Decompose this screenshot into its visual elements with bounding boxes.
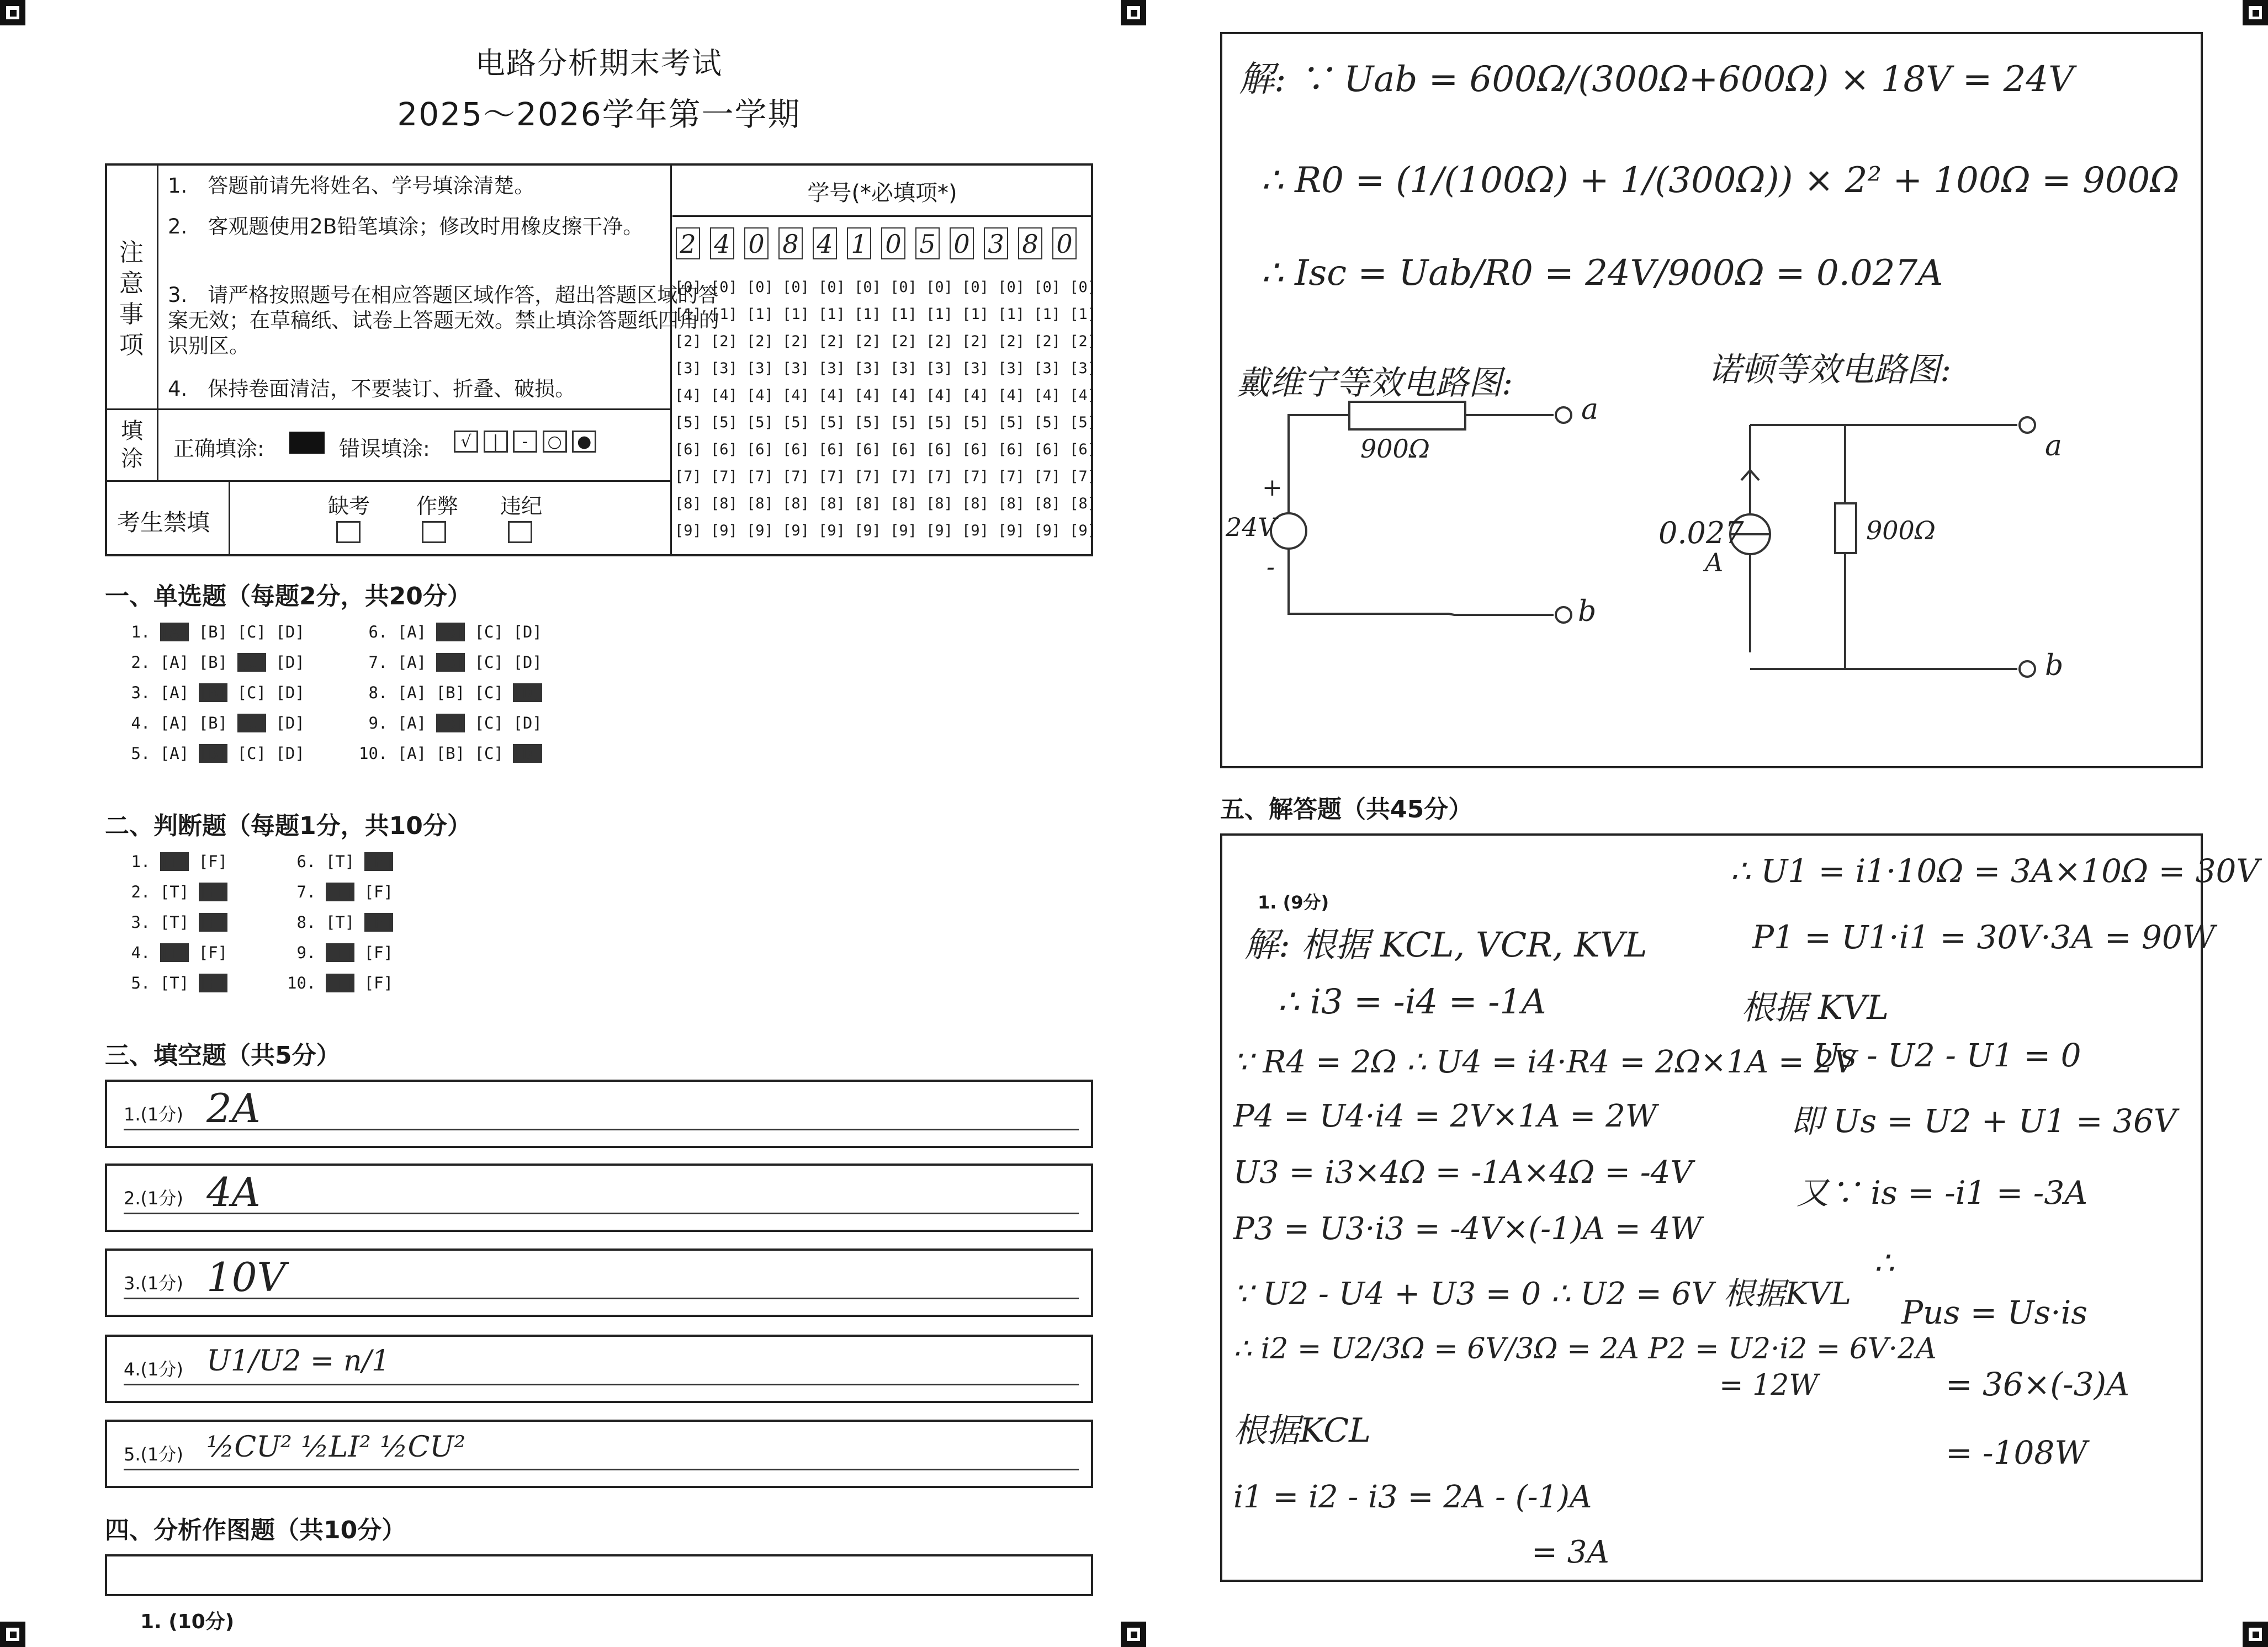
notice-label: 注意事项 <box>119 238 144 359</box>
question-number: 8. <box>287 913 326 932</box>
solution-left-line[interactable]: = 3A <box>1532 1534 1609 1570</box>
answer-bubble[interactable]: [A] <box>160 714 189 732</box>
section-analysis-title: 四、分析作图题（共10分） <box>105 1516 406 1544</box>
answer-bubble[interactable]: [F] <box>198 883 228 901</box>
question-number: 4. <box>121 943 160 962</box>
fill-blank-row <box>105 1420 1093 1488</box>
answer-bubble[interactable]: [T] <box>325 943 355 962</box>
solution-right-line[interactable]: = 36×(-3)A <box>1946 1366 2130 1403</box>
answer-bubble[interactable]: [D] <box>275 714 305 732</box>
fill-blank-row <box>105 1335 1093 1403</box>
answer-bubble[interactable]: [D] <box>513 653 542 672</box>
id-digit[interactable]: 4 <box>813 227 837 259</box>
solution-left-line[interactable]: U3 = i3×4Ω = -1A×4Ω = -4V <box>1233 1155 1693 1191</box>
question-row <box>121 623 305 641</box>
solution-left-line[interactable]: ∵ R4 = 2Ω ∴ U4 = i4·R4 = 2Ω×1A = 2V <box>1233 1044 1856 1080</box>
solution-left-line[interactable]: P4 = U4·i4 = 2V×1A = 2W <box>1233 1098 1657 1134</box>
ban-cheat-checkbox[interactable] <box>422 521 446 543</box>
id-bubble-row[interactable]: [8] [8] [8] [8] [8] [8] [8] [8] [8] [8] [8] [8] <box>675 495 1097 512</box>
answer-bubble[interactable]: [B] <box>436 623 465 641</box>
thevenin-terminal-a <box>1556 407 1571 423</box>
id-bubble-row[interactable]: [0] [0] [0] [0] [0] [0] [0] [0] [0] [0] [0] [0] <box>675 279 1097 296</box>
id-digit[interactable]: 5 <box>915 227 940 259</box>
answer-bubble[interactable]: [B] <box>198 714 228 732</box>
answer-bubble[interactable]: [D] <box>275 683 305 702</box>
answer-bubble[interactable]: [D] <box>513 623 542 641</box>
thevenin-b-label: b <box>1578 595 1597 628</box>
question-number: 2. <box>121 653 160 672</box>
answer-bubble[interactable]: [T] <box>160 943 189 962</box>
section-single-choice-title: 一、单选题（每题2分，共20分） <box>105 582 471 610</box>
answer-bubble[interactable]: [F] <box>198 974 228 992</box>
answer-bubble[interactable]: [C] <box>237 653 266 672</box>
answer-bubble[interactable]: [A] <box>160 683 189 702</box>
ban-absent-checkbox[interactable] <box>336 521 361 543</box>
answer-bubble[interactable]: [T] <box>325 913 355 932</box>
solution-right-line[interactable]: 根据 KVL <box>1741 989 1889 1027</box>
solution-right-line[interactable]: ∴ <box>1874 1244 1894 1282</box>
answer-bubble[interactable]: [D] <box>275 653 305 672</box>
answer-bubble[interactable]: [T] <box>160 974 189 992</box>
answer-bubble[interactable]: [A] <box>397 623 427 641</box>
section-true-false-title: 二、判断题（每题1分，共10分） <box>105 812 471 840</box>
ban-discipline-checkbox[interactable] <box>508 521 532 543</box>
fill-blank-row <box>105 1080 1093 1148</box>
answer-bubble[interactable]: [D] <box>513 683 542 702</box>
fill-label: 填涂 <box>121 418 143 471</box>
question-row <box>121 883 227 901</box>
id-bubble-row[interactable]: [7] [7] [7] [7] [7] [7] [7] [7] [7] [7] [7] [7] <box>675 468 1097 485</box>
norton-source-label: 0.027 <box>1658 516 1744 550</box>
answer-bubble[interactable]: [C] <box>237 623 266 641</box>
corner-marker <box>0 1622 25 1647</box>
id-digit[interactable]: 1 <box>847 227 871 259</box>
answer-bubble[interactable]: [F] <box>364 943 394 962</box>
question-number: 7. <box>359 653 398 672</box>
answer-bubble[interactable]: [F] <box>364 852 394 871</box>
norton-a-label: a <box>2045 429 2063 463</box>
fill-blank-answer[interactable]: 10V <box>206 1254 286 1300</box>
answer-bubble[interactable]: [B] <box>436 714 465 732</box>
answer-bubble[interactable]: [B] <box>198 683 228 702</box>
fill-blank-row <box>105 1248 1093 1317</box>
answer-bubble[interactable]: [C] <box>474 714 504 732</box>
id-bubble-row[interactable]: [3] [3] [3] [3] [3] [3] [3] [3] [3] [3] [3] [3] <box>675 360 1097 377</box>
answer-bubble[interactable]: [A] <box>160 744 189 763</box>
question-number: 7. <box>287 883 326 901</box>
norton-title: 诺顿等效电路图: <box>1708 350 1952 389</box>
section-fill-blank-title: 三、填空题（共5分） <box>105 1042 341 1070</box>
solution-right-line[interactable]: P1 = U1·i1 = 30V·3A = 90W <box>1752 918 2216 956</box>
id-bubble-row[interactable]: [9] [9] [9] [9] [9] [9] [9] [9] [9] [9] [9] [9] <box>675 522 1097 539</box>
answer-bubble[interactable]: [A] <box>397 744 427 763</box>
solution-left-line[interactable]: 解: 根据 KCL, VCR, KVL <box>1244 925 1647 965</box>
exam-title: 电路分析期末考试 <box>475 46 723 81</box>
ban-discipline-label: 违纪 <box>500 494 543 518</box>
norton-b-label: b <box>2045 649 2064 682</box>
norton-terminal-a <box>2020 417 2035 433</box>
question-row <box>359 744 542 763</box>
question-row <box>121 852 227 871</box>
header-table <box>105 163 1097 556</box>
thevenin-resistor <box>1349 402 1465 429</box>
answer-bubble[interactable]: [T] <box>325 883 355 901</box>
question-number: 3. <box>121 913 160 932</box>
thevenin-resistor-label: 900Ω <box>1360 434 1430 464</box>
id-bubble-row[interactable]: [4] [4] [4] [4] [4] [4] [4] [4] [4] [4] [4] [4] <box>675 387 1097 404</box>
answer-bubble[interactable]: [F] <box>364 913 394 932</box>
question-row <box>121 714 305 732</box>
answer-bubble[interactable]: [A] <box>160 623 189 641</box>
answer-bubble[interactable]: [A] <box>160 653 189 672</box>
answer-bubble[interactable]: [D] <box>275 744 305 763</box>
question-row <box>121 913 227 932</box>
analysis-line[interactable]: 解: ∵ Uab = 600Ω/(300Ω+600Ω) × 18V = 24V <box>1239 59 2074 100</box>
question-row <box>121 974 227 992</box>
section-solution-title: 五、解答题（共45分） <box>1220 795 1473 824</box>
fill-blank-label: 5.(1分) <box>124 1444 183 1465</box>
solution-right-line[interactable]: 即 Us = U2 + U1 = 36V <box>1791 1102 2177 1140</box>
notice-item: 1. 答题前请先将姓名、学号填涂清楚。 <box>168 174 535 198</box>
answer-bubble[interactable]: [T] <box>160 852 189 871</box>
true-false-area <box>121 852 674 1007</box>
thevenin-source-label: 24V <box>1226 512 1276 542</box>
answer-bubble[interactable]: [C] <box>237 744 266 763</box>
corner-marker <box>0 0 25 25</box>
answer-bubble[interactable]: [C] <box>474 623 504 641</box>
correct-fill-label: 正确填涂: <box>173 437 264 461</box>
analysis-box-top <box>105 1554 1093 1596</box>
solution-left-line[interactable]: i1 = i2 - i3 = 2A - (-1)A <box>1233 1479 1592 1515</box>
notice-item: 2. 客观题使用2B铅笔填涂；修改时用橡皮擦干净。 <box>168 215 644 238</box>
ban-cheat-label: 作弊 <box>416 494 459 518</box>
question-row <box>359 653 542 672</box>
answer-bubble[interactable]: [A] <box>397 714 427 732</box>
answer-bubble[interactable]: [B] <box>198 744 228 763</box>
solution-left-line[interactable]: ∴ i3 = -i4 = -1A <box>1278 981 1546 1022</box>
answer-bubble[interactable]: [C] <box>474 744 504 763</box>
id-digit[interactable]: 0 <box>744 227 769 259</box>
question-number: 5. <box>121 974 160 992</box>
analysis-line[interactable]: ∴ Isc = Uab/R0 = 24V/900Ω = 0.027A <box>1261 253 1943 294</box>
question-number: 5. <box>121 744 160 763</box>
norton-terminal-b <box>2020 661 2035 677</box>
fill-blank-label: 3.(1分) <box>124 1273 183 1294</box>
correct-fill-sample <box>289 432 325 454</box>
answer-bubble[interactable]: [T] <box>325 852 355 871</box>
solution-right-line[interactable]: = -108W <box>1946 1434 2087 1471</box>
id-bubble-row[interactable]: [5] [5] [5] [5] [5] [5] [5] [5] [5] [5] [5] [5] <box>675 414 1097 431</box>
wrong-fill-samples: √ | - ○ ● <box>454 431 596 453</box>
notice-item: 3. 请严格按照题号在相应答题区域作答，超出答题区域的答案无效；在草稿纸、试卷上答题无效。禁止填涂答题纸四角的识别区。 <box>168 283 719 358</box>
answer-bubble[interactable]: [C] <box>237 714 266 732</box>
ban-label: 考生禁填 <box>117 509 210 536</box>
fill-blank-answer[interactable]: 4A <box>206 1169 261 1215</box>
solution-right-line[interactable]: Us - U2 - U1 = 0 <box>1813 1037 2081 1074</box>
answer-bubble[interactable]: [A] <box>397 683 427 702</box>
answer-bubble[interactable]: [B] <box>436 683 465 702</box>
norton-arrow <box>1741 470 1759 498</box>
question-row <box>287 943 393 962</box>
answer-bubble[interactable]: [B] <box>436 653 465 672</box>
question-number: 9. <box>287 943 326 962</box>
student-id-header: 学号(*必填项*) <box>807 180 957 206</box>
answer-bubble[interactable]: [D] <box>513 714 542 732</box>
id-digit[interactable]: 0 <box>950 227 974 259</box>
answer-bubble[interactable]: [D] <box>513 744 542 763</box>
corner-marker <box>2243 1622 2268 1647</box>
question-number: 4. <box>121 714 160 732</box>
id-digit[interactable]: 0 <box>1052 227 1077 259</box>
fill-blank-answer[interactable]: U1/U2 = n/1 <box>206 1345 390 1378</box>
notice-item: 4. 保持卷面清洁，不要装订、折叠、破损。 <box>168 377 576 401</box>
question-row <box>359 623 542 641</box>
solution-left-line[interactable]: 根据KCL <box>1233 1411 1371 1450</box>
solution-left-line[interactable]: ∴ i2 = U2/3Ω = 6V/3Ω = 2A P2 = U2·i2 = 6V·2A <box>1233 1332 1937 1366</box>
question-number: 6. <box>287 852 326 871</box>
thevenin-terminal-b <box>1556 607 1571 623</box>
solution-left-line[interactable]: = 12W <box>1719 1369 1819 1402</box>
fill-blank-label: 1.(1分) <box>124 1104 183 1125</box>
id-digit[interactable]: 3 <box>984 227 1008 259</box>
question-number: 1. <box>121 623 160 641</box>
question-row <box>287 974 393 992</box>
question-row <box>121 653 305 672</box>
answer-bubble[interactable]: [B] <box>198 623 228 641</box>
question-row <box>287 883 393 901</box>
question-number: 2. <box>121 883 160 901</box>
norton-resistor-label: 900Ω <box>1866 516 1936 545</box>
id-bubble-row[interactable]: [2] [2] [2] [2] [2] [2] [2] [2] [2] [2] [2] [2] <box>675 333 1097 350</box>
answer-bubble[interactable]: [C] <box>237 683 266 702</box>
corner-marker <box>2243 0 2268 25</box>
norton-resistor <box>1835 503 1856 553</box>
id-digit[interactable]: 2 <box>676 227 700 259</box>
question-row <box>121 683 305 702</box>
solution-left-line[interactable]: P3 = U3·i3 = -4V×(-1)A = 4W <box>1233 1211 1702 1247</box>
thevenin-plus-label: + <box>1262 474 1283 502</box>
thevenin-wire <box>1289 415 1349 427</box>
question-row <box>287 852 393 871</box>
solution-answer-box <box>1220 833 2260 1582</box>
thevenin-wire <box>1289 549 1554 615</box>
solution-right-line[interactable]: ∴ U1 = i1·10Ω = 3A×10Ω = 30V <box>1730 852 2260 890</box>
solution-left-line[interactable]: ∵ U2 - U4 + U3 = 0 ∴ U2 = 6V 根据KVL <box>1233 1276 1852 1312</box>
analysis-question-label: 1. (10分) <box>140 1611 235 1633</box>
question-row <box>359 683 542 702</box>
corner-marker <box>1121 0 1146 25</box>
question-row <box>121 744 305 763</box>
id-digit[interactable]: 8 <box>778 227 803 259</box>
answer-bubble[interactable]: [C] <box>474 683 504 702</box>
thevenin-minus-label: - <box>1267 553 1275 581</box>
analysis-line[interactable]: ∴ R0 = (1/(100Ω) + 1/(300Ω)) × 2² + 100Ω = 900Ω <box>1261 160 2180 201</box>
answer-bubble[interactable]: [T] <box>325 974 355 992</box>
answer-bubble[interactable]: [F] <box>198 943 228 962</box>
answer-bubble[interactable]: [T] <box>160 883 189 901</box>
solution-right-line[interactable]: 又∵ is = -i1 = -3A <box>1797 1174 2088 1212</box>
solution-right-line[interactable]: Pus = Us·is <box>1901 1294 2088 1331</box>
fill-blank-answer[interactable]: ½CU² ½LI² ½CU² <box>206 1431 466 1464</box>
corner-marker <box>1121 1622 1146 1647</box>
question-number: 6. <box>359 623 398 641</box>
solution-question-label: 1. (9分) <box>1258 892 1329 913</box>
exam-term: 2025～2026学年第一学期 <box>397 95 801 133</box>
question-number: 3. <box>121 683 160 702</box>
single-choice-area <box>121 623 674 777</box>
question-number: 8. <box>359 683 398 702</box>
fill-blank-row <box>105 1163 1093 1232</box>
thevenin-title: 戴维宁等效电路图: <box>1237 364 1513 402</box>
id-digit[interactable]: 0 <box>881 227 905 259</box>
fill-blank-label: 4.(1分) <box>124 1359 183 1380</box>
question-number: 10. <box>359 744 398 763</box>
id-digit[interactable]: 8 <box>1018 227 1042 259</box>
answer-bubble[interactable]: [A] <box>397 653 427 672</box>
answer-bubble[interactable]: [F] <box>364 883 394 901</box>
norton-source-unit: A <box>1705 548 1724 577</box>
id-bubble-row[interactable]: [6] [6] [6] [6] [6] [6] [6] [6] [6] [6] [6] [6] <box>675 441 1097 458</box>
answer-bubble[interactable]: [D] <box>275 623 305 641</box>
id-bubble-row[interactable]: [1] [1] [1] [1] [1] [1] [1] [1] [1] [1] [1] [1] <box>675 306 1097 323</box>
wrong-fill-label: 错误填涂: <box>339 437 430 461</box>
answer-bubble[interactable]: [F] <box>198 913 228 932</box>
question-number: 1. <box>121 852 160 871</box>
answer-bubble[interactable]: [C] <box>474 653 504 672</box>
ban-absent-label: 缺考 <box>328 494 370 518</box>
answer-bubble[interactable]: [T] <box>160 913 189 932</box>
question-row <box>121 943 227 962</box>
student-id-digits <box>676 227 1095 262</box>
question-number: 9. <box>359 714 398 732</box>
answer-bubble[interactable]: [B] <box>198 653 228 672</box>
answer-bubble[interactable]: [F] <box>198 852 228 871</box>
question-row <box>359 714 542 732</box>
question-number: 10. <box>287 974 326 992</box>
answer-bubble[interactable]: [F] <box>364 974 394 992</box>
student-id-bubbles <box>675 274 1096 544</box>
analysis-answer-box <box>1220 32 2203 768</box>
id-digit[interactable]: 4 <box>710 227 734 259</box>
fill-blank-label: 2.(1分) <box>124 1188 183 1209</box>
fill-blank-answer[interactable]: 2A <box>206 1085 261 1131</box>
thevenin-a-label: a <box>1581 393 1599 426</box>
question-row <box>287 913 393 932</box>
answer-bubble[interactable]: [B] <box>436 744 465 763</box>
